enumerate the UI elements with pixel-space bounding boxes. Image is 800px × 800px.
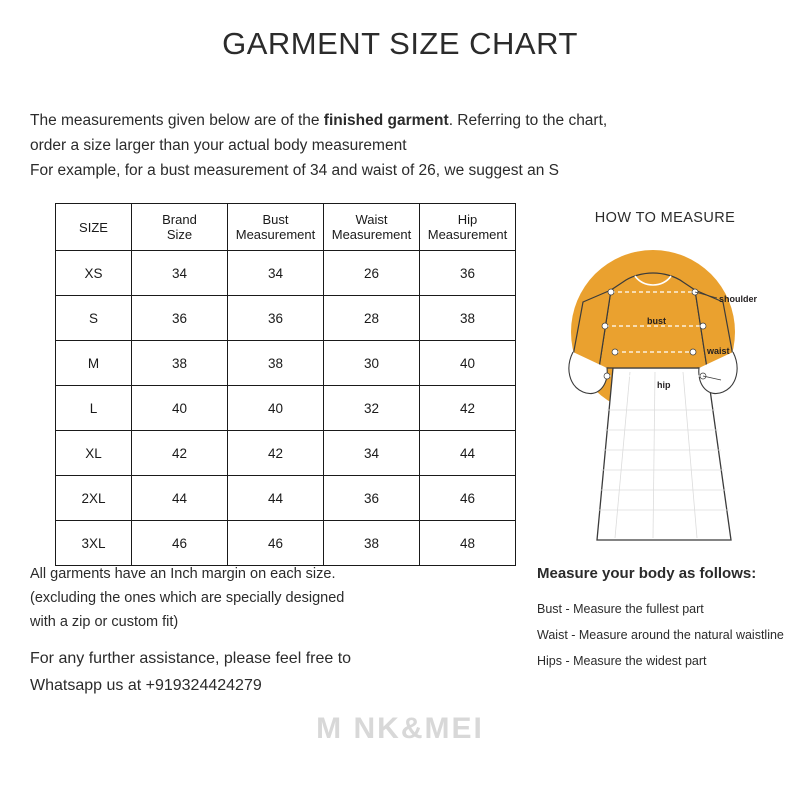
cell-size: XS — [56, 251, 132, 296]
table-row — [56, 431, 516, 476]
cell-hip: 40 — [420, 341, 516, 386]
cell-brand: 42 — [132, 431, 228, 476]
header-size — [56, 204, 132, 251]
measure-body-list — [537, 596, 799, 674]
cell-bust: 42 — [228, 431, 324, 476]
label-bust: bust — [647, 316, 666, 326]
header-bust — [228, 204, 324, 251]
header-size-line1: SIZE — [79, 219, 108, 235]
table-row — [56, 521, 516, 566]
cell-waist: 30 — [324, 341, 420, 386]
header-brand-size-line1: Brand — [162, 212, 197, 227]
cell-bust: 34 — [228, 251, 324, 296]
table-row — [56, 386, 516, 431]
cell-hip: 48 — [420, 521, 516, 566]
note-line-1: All garments have an Inch margin on each size. — [30, 566, 336, 582]
table-row — [56, 341, 516, 386]
table-row — [56, 251, 516, 296]
cell-brand: 44 — [132, 476, 228, 521]
cell-bust: 38 — [228, 341, 324, 386]
intro-line-1-pre: The measurements given below are of the — [30, 112, 324, 129]
garment-measure-illustration — [535, 240, 795, 550]
intro-line-1-post: . Referring to the chart, — [448, 112, 608, 129]
cell-hip: 42 — [420, 386, 516, 431]
cell-bust: 36 — [228, 296, 324, 341]
how-to-measure-figure — [535, 240, 795, 550]
brand-watermark: M NK&MEI — [316, 712, 484, 745]
table-row — [56, 296, 516, 341]
cell-hip: 38 — [420, 296, 516, 341]
cell-brand: 38 — [132, 341, 228, 386]
cell-bust: 46 — [228, 521, 324, 566]
cell-size: 3XL — [56, 521, 132, 566]
cell-waist: 32 — [324, 386, 420, 431]
intro-paragraph — [30, 108, 770, 183]
header-bust-line1: Bust — [262, 212, 289, 227]
header-waist-line2: Measurement — [331, 227, 412, 242]
header-hip — [420, 204, 516, 251]
table-row — [56, 476, 516, 521]
intro-line-3: For example, for a bust measurement of 34 and waist of 26, we suggest an S — [30, 162, 560, 179]
cell-brand: 46 — [132, 521, 228, 566]
measure-item-hips: Hips - Measure the widest part — [537, 654, 707, 668]
cell-bust: 44 — [228, 476, 324, 521]
measure-item-waist: Waist - Measure around the natural waistline — [537, 628, 784, 642]
cell-size: M — [56, 341, 132, 386]
header-bust-line2: Measurement — [235, 227, 316, 242]
header-brand-size — [132, 204, 228, 251]
cell-hip: 36 — [420, 251, 516, 296]
label-hip: hip — [657, 380, 671, 390]
size-table-wrapper — [55, 203, 508, 566]
header-hip-line1: Hip — [457, 212, 478, 227]
cell-brand: 40 — [132, 386, 228, 431]
cell-waist: 36 — [324, 476, 420, 521]
label-shoulder: shoulder — [719, 294, 758, 304]
intro-line-2: order a size larger than your actual body measurement — [30, 137, 407, 154]
cell-brand: 36 — [132, 296, 228, 341]
assistance-line-1: For any further assistance, please feel free to — [30, 650, 352, 667]
cell-size: XL — [56, 431, 132, 476]
cell-waist: 26 — [324, 251, 420, 296]
cell-size: S — [56, 296, 132, 341]
cell-waist: 38 — [324, 521, 420, 566]
intro-line-1-bold: finished garment — [323, 112, 449, 129]
page-title: GARMENT SIZE CHART — [222, 26, 578, 61]
assistance-note — [30, 645, 500, 699]
measure-item-bust: Bust - Measure the fullest part — [537, 602, 704, 616]
header-brand-size-line2: Size — [166, 227, 193, 242]
size-table — [55, 203, 516, 566]
header-waist — [324, 204, 420, 251]
cell-size: 2XL — [56, 476, 132, 521]
size-table-body — [56, 251, 516, 566]
header-waist-line1: Waist — [355, 212, 388, 227]
header-hip-line2: Measurement — [427, 227, 508, 242]
label-waist: waist — [707, 346, 730, 356]
note-line-3: with a zip or custom fit) — [30, 614, 179, 630]
cell-waist: 28 — [324, 296, 420, 341]
intro-line-1 — [30, 108, 770, 133]
assistance-line-2: Whatsapp us at +919324424279 — [30, 677, 262, 694]
cell-bust: 40 — [228, 386, 324, 431]
table-header-row — [56, 204, 516, 251]
cell-hip: 46 — [420, 476, 516, 521]
note-line-2: (excluding the ones which are specially designed — [30, 590, 345, 606]
cell-brand: 34 — [132, 251, 228, 296]
cell-hip: 44 — [420, 431, 516, 476]
cell-waist: 34 — [324, 431, 420, 476]
measure-body-heading: Measure your body as follows: — [537, 565, 757, 582]
cell-size: L — [56, 386, 132, 431]
size-table-head — [56, 204, 516, 251]
how-to-measure-heading: HOW TO MEASURE — [594, 210, 736, 226]
margin-notes — [30, 562, 500, 634]
